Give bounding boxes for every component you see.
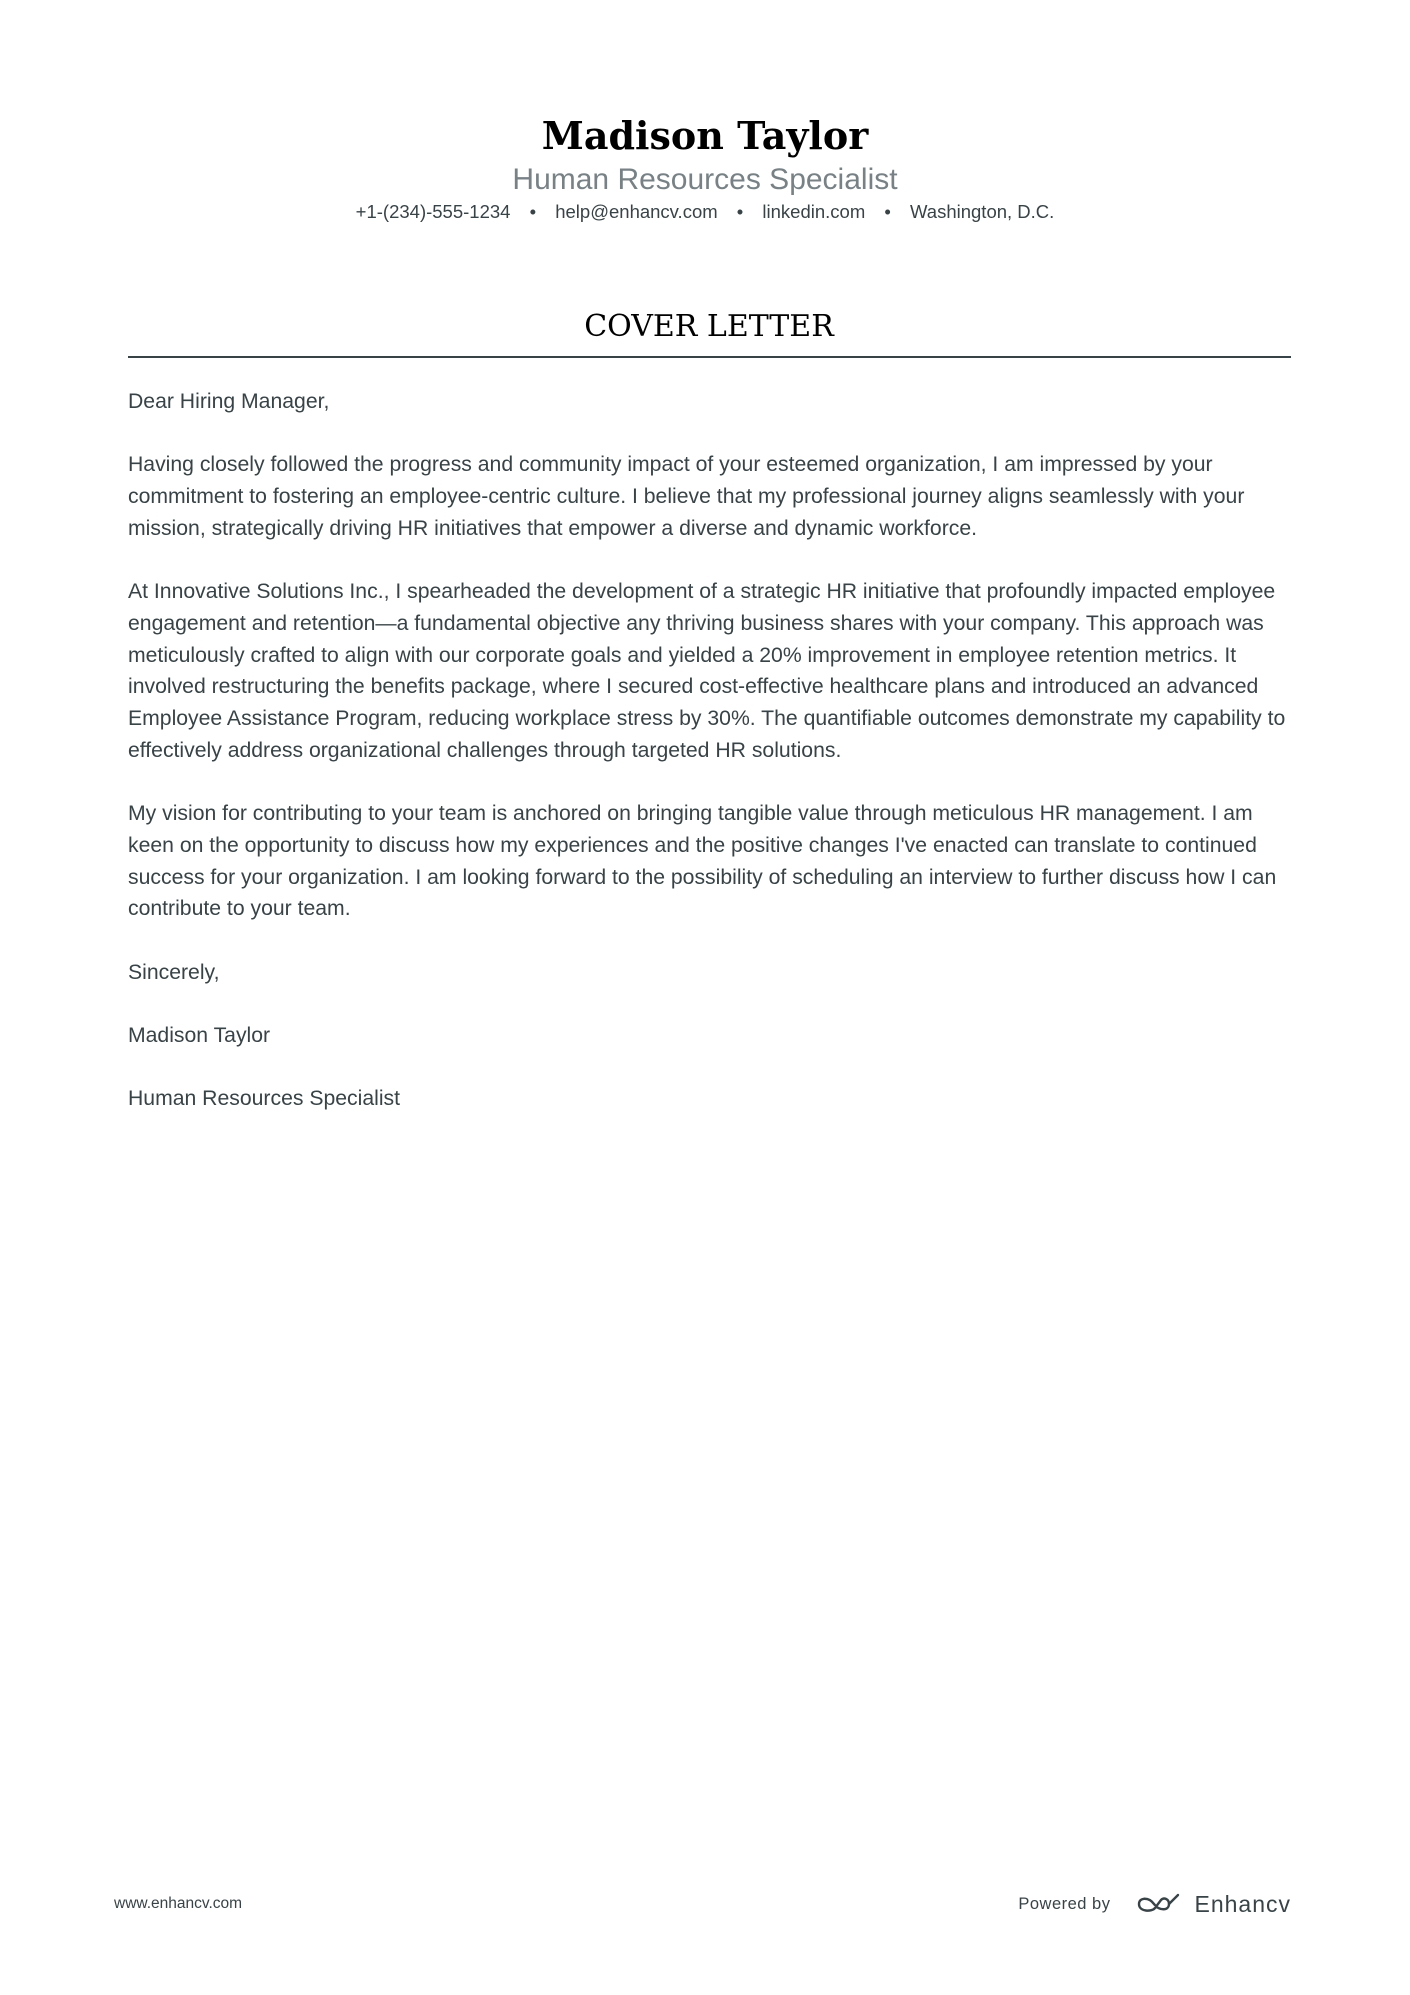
applicant-role: Human Resources Specialist [512, 163, 898, 196]
contact-line [0, 200, 1410, 224]
contact-phone: +1-(234)-555-1234 [355, 201, 511, 222]
header [0, 112, 1410, 224]
letter-closing: Sincerely, [128, 960, 220, 984]
powered-by-label: Powered by [1018, 1894, 1111, 1913]
letter-paragraph: My vision for contributing to your team is anchored on bringing tangible value through meticulous HR management. I am keen on the opportunity to discuss how my experiences and the positive changes I've enacted can translate to continued success for your organization. I am looking forward to the possibility of scheduling an interview to further discuss how I can contribute to your team. [128, 802, 1277, 921]
contact-location: Washington, D.C. [910, 201, 1055, 222]
footer-website[interactable]: www.enhancv.com [114, 1895, 243, 1912]
letter-paragraph: At Innovative Solutions Inc., I spearheaded the development of a strategic HR initiative that profoundly impacted employee engagement and retention—a fundamental objective any thriving business shares with your company. This approach was meticulously crafted to align with our corporate goals and yielded a 20% improvement in employee retention metrics. It involved restructuring the benefits package, where I secured cost-effective healthcare plans and introduced an advanced Employee Assistance Program, reducing workplace stress by 30%. The quantifiable outcomes demonstrate my capability to effectively address organizational challenges through targeted HR solutions. [128, 580, 1286, 762]
contact-separator: • [884, 201, 891, 222]
brand-name: Enhancv [1194, 1890, 1291, 1917]
contact-separator: • [529, 201, 537, 222]
signature-title: Human Resources Specialist [128, 1087, 401, 1111]
section-title: COVER LETTER [584, 309, 834, 344]
enhancv-logo-icon [1136, 1892, 1182, 1916]
letter-paragraph: Having closely followed the progress and community impact of your esteemed organization, I am impressed by your commitment to fostering an employee-centric culture. I believe that my professional journey aligns seamlessly with your mission, strategically driving HR initiatives that empower a diverse and dynamic workforce. [128, 453, 1245, 540]
section-divider [128, 356, 1291, 358]
letter-body [128, 386, 1298, 1147]
footer-branding [1018, 1884, 1291, 1924]
contact-email[interactable]: help@enhancv.com [555, 201, 718, 222]
letter-greeting: Dear Hiring Manager, [128, 390, 330, 413]
applicant-name: Madison Taylor [541, 113, 869, 158]
contact-separator: • [736, 201, 744, 222]
signature-name: Madison Taylor [128, 1023, 271, 1047]
contact-linkedin[interactable]: linkedin.com [762, 201, 866, 222]
